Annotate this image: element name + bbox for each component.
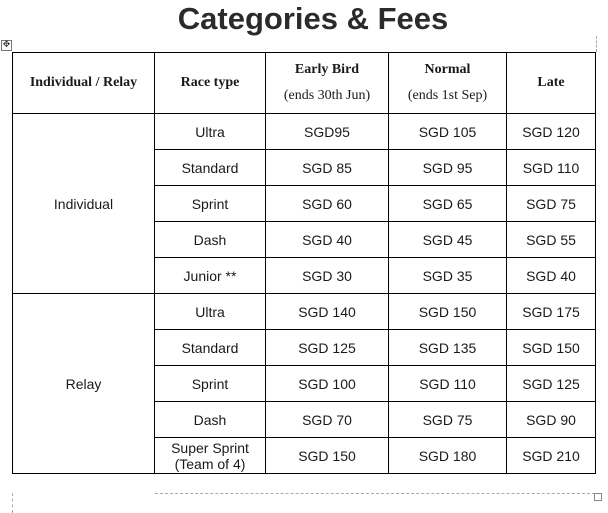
race-type-cell: Super Sprint (Team of 4): [155, 438, 266, 474]
header-race-type: Race type: [155, 53, 266, 114]
group-cell-relay: Relay: [13, 294, 155, 474]
late-cell: SGD 110: [507, 150, 596, 186]
race-type-cell: Ultra: [155, 294, 266, 330]
header-early-bird-note: (ends 30th Jun): [283, 88, 371, 103]
normal-cell: SGD 95: [389, 150, 507, 186]
late-cell: SGD 75: [507, 186, 596, 222]
early-bird-cell: SGD 40: [266, 222, 389, 258]
race-type-cell: Standard: [155, 330, 266, 366]
late-cell: SGD 125: [507, 366, 596, 402]
race-type-cell: Junior **: [155, 258, 266, 294]
late-cell: SGD 55: [507, 222, 596, 258]
header-early-bird: [266, 53, 389, 114]
table-guide-bottom: [155, 493, 595, 494]
fees-table: [12, 52, 596, 474]
early-bird-cell: SGD 60: [266, 186, 389, 222]
late-cell: SGD 210: [507, 438, 596, 474]
normal-cell: SGD 135: [389, 330, 507, 366]
header-late: Late: [507, 53, 596, 114]
header-group: Individual / Relay: [13, 53, 155, 114]
table-row: [13, 294, 596, 330]
table-guide-left: [12, 493, 13, 513]
normal-cell: SGD 35: [389, 258, 507, 294]
table-move-handle-icon[interactable]: ✥: [2, 40, 11, 50]
race-type-cell: Standard: [155, 150, 266, 186]
header-normal-note: (ends 1st Sep): [407, 88, 488, 103]
group-cell-individual: Individual: [13, 114, 155, 294]
normal-cell: SGD 180: [389, 438, 507, 474]
late-cell: SGD 150: [507, 330, 596, 366]
race-type-cell: Dash: [155, 222, 266, 258]
early-bird-cell: SGD 150: [266, 438, 389, 474]
early-bird-cell: SGD 140: [266, 294, 389, 330]
table-row: [13, 114, 596, 150]
race-type-cell: Sprint: [155, 186, 266, 222]
table-guide-right: [596, 36, 597, 52]
early-bird-cell: SGD 85: [266, 150, 389, 186]
race-type-cell: Ultra: [155, 114, 266, 150]
page-title: Categories & Fees: [177, 1, 449, 36]
early-bird-cell: SGD 30: [266, 258, 389, 294]
header-normal: [389, 53, 507, 114]
normal-cell: SGD 65: [389, 186, 507, 222]
late-cell: SGD 175: [507, 294, 596, 330]
normal-cell: SGD 105: [389, 114, 507, 150]
normal-cell: SGD 45: [389, 222, 507, 258]
table-resize-handle[interactable]: [594, 493, 602, 501]
header-row: [13, 53, 596, 114]
header-early-bird-label: Early Bird: [294, 62, 360, 77]
early-bird-cell: SGD 100: [266, 366, 389, 402]
normal-cell: SGD 110: [389, 366, 507, 402]
race-type-cell: Dash: [155, 402, 266, 438]
fees-body: [13, 114, 596, 474]
normal-cell: SGD 150: [389, 294, 507, 330]
early-bird-cell: SGD95: [266, 114, 389, 150]
early-bird-cell: SGD 70: [266, 402, 389, 438]
race-type-cell: Sprint: [155, 366, 266, 402]
late-cell: SGD 90: [507, 402, 596, 438]
normal-cell: SGD 75: [389, 402, 507, 438]
late-cell: SGD 40: [507, 258, 596, 294]
header-normal-label: Normal: [424, 62, 471, 77]
late-cell: SGD 120: [507, 114, 596, 150]
early-bird-cell: SGD 125: [266, 330, 389, 366]
